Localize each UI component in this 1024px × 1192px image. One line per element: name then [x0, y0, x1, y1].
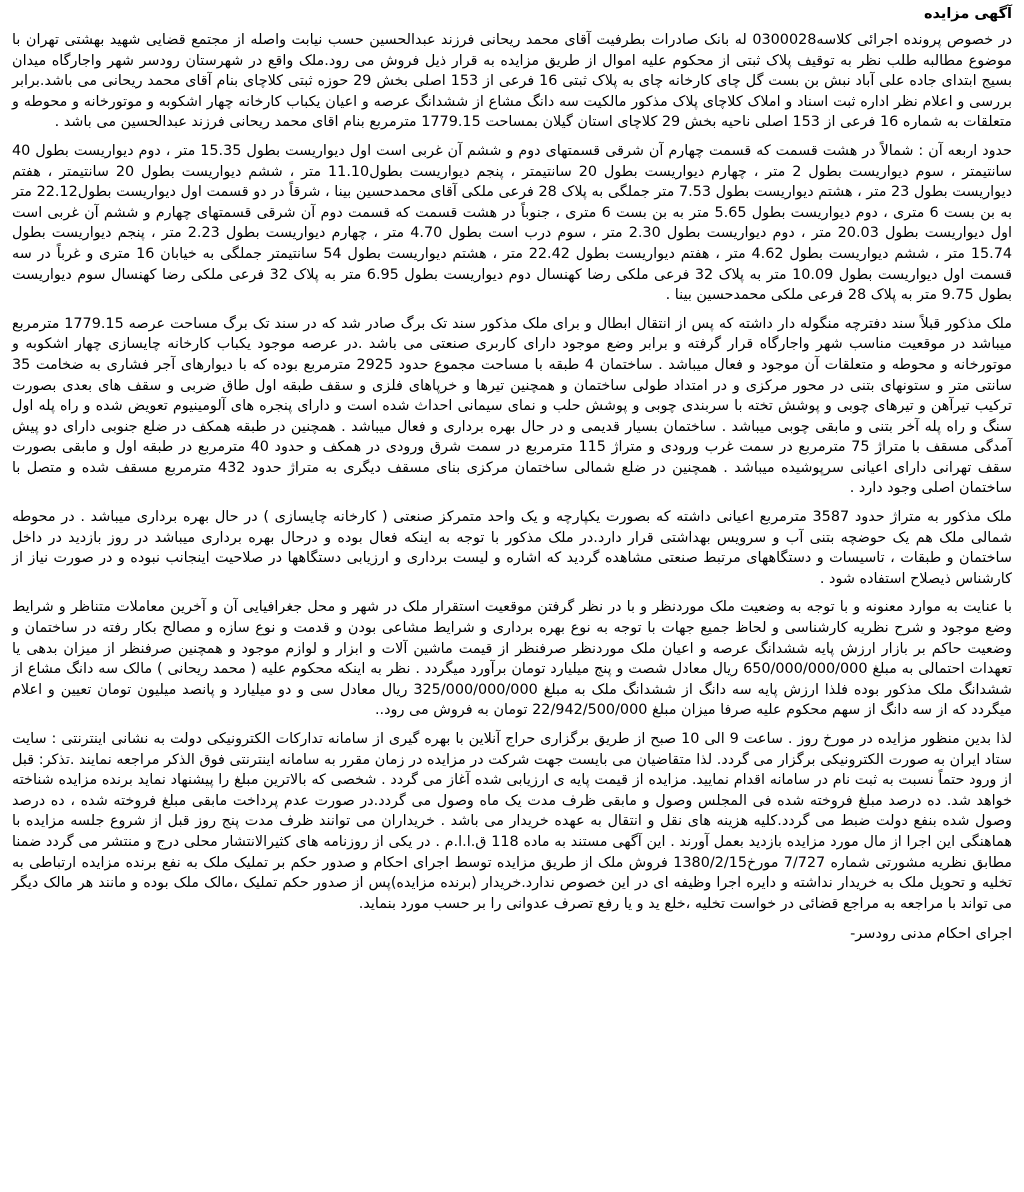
issuer-signature: اجرای احکام مدنی رودسر- [850, 926, 1012, 943]
notice-title: آگهی مزایده [923, 6, 1012, 22]
paragraph-case-intro: در خصوص پرونده اجرائی کلاسه0300028 له بانک صادرات بطرفیت آقای محمد ریحانی فرزند عبدالحسین حسب نیابت واصله از مجتمع قضایی شهید بهشتی تهران با موضوع مطالبه طلب نظر به توقیف پلاک ثبتی از محکوم علیه اموال از طریق مزایده به قرار ذیل فروش می رود.ملک واقع در شهرستان رودسر شهر واجارگاه میدان بسیج ابتدای جاده علی آباد نبش بن بست گل چای کارخانه چای به پلاک ثبتی 16 فرعی از 153 اصلی بخش 29 حوزه ثبتی کلاچای بنام آقای محمد ریحانی می باشد.برابر بررسی و اعلام نظر اداره ثبت اسناد و املاک کلاچای پلاک مذکور مالکیت سه دانگ مشاع از ششدانگ عرصه و اعیان یکباب کارخانه چهار اشکوبه و موتورخانه و محوطه و متعلقات به شماره 16 فرعی از 153 اصلی ناحیه بخش 29 کلاچای استان گیلان بمساحت 1779.15 مترمربع بنام اقای محمد ریحانی فرزند عبدالحسین می باشد . [12, 32, 1013, 131]
auction-notice [12, 4, 1012, 944]
paragraph-auction-terms: لذا بدین منظور مزایده در مورخ روز . ساعت 9 الی 10 صبح از طریق برگزاری حراج آنلاین با بهره گیری از سامانه تدارکات الکترونیکی دولت به نشانی اینترنتی : سایت ستاد ایران به صورت الکترونیکی برگزار می گردد. لذا متقاضیان می بایست جهت شرکت در مزایده در زمان مقرر به سامانه اینترنتی فوق الذکر مراجعه نمایند .تذکر: قبل از ورود حتماً نسبت به ثبت نام در سامانه اقدام نمایید. مزایده از قیمت پایه ی ارزیابی شده آغاز می گردد . شخصی که بالاترین مبلغ را پیشنهاد نماید برنده مزایده شناخته خواهد شد. ده درصد مبلغ فروخته شده فی المجلس وصول و مابقی ظرف مدت یک ماه وصول می گردد.در صورت عدم پرداخت مابقی مبلغ فروخته شده ، ده درصد وصول شده بنفع دولت ضبط می گردد.کلیه هزینه های نقل و انتقال به عهده خریدار می باشد . خریداران می توانند ظرف مدت پنج روز قبل از شروع جلسه مزایده با هماهنگی این اجرا از مال مورد مزایده بازدید بعمل آورند . این آگهی مستند به ماده 118 ق.ا.ا.م . در یکی از روزنامه های کثیرالانتشار محلی درج و منتشر می گردد ضمنا مطابق نظریه مشورتی شماره 7/727 مورخ1380/2/15 فروش ملک از طریق مزایده توسط اجرای احکام و صدور حکم بر تملیک ملک به نفع برنده مزایده ارتباطی به تخلیه و تحویل ملک به خریدار نداشته و دایره اجرا وظیفه ای در این خصوص ندارد.خریدار (برنده مزایده)پس از صدور حکم تملیک ،مالک ملک بوده و مانند هر مالک دیگر می تواند با مراجعه به مراجع قضائی در خواست تخلیه ،خلع ید و یا رفع تصرف عدوانی را بر حسب مورد بنماید. [12, 731, 1013, 912]
paragraph-property-description: ملک مذکور قبلاً سند دفترچه منگوله دار داشته که پس از انتقال ابطال و برای ملک مذکور سند تک برگ صادر شد که در سند تک برگ مساحت عرصه 1779.15 مترمربع میباشد در موقعیت مناسب شهر واجارگاه قرار گرفته و برابر وضع موجود دارای کاربری صنعتی می باشد .در عرصه موجود یکباب کارخانه چایسازی چهار اشکوبه و موتورخانه و محوطه و متعلقات آن موجود و فعال میباشد . ساختمان 4 طبقه با مساحت مجموع حدود 2925 مترمربع بوده که با دیوارهای آجر فشاری به ضخامت 35 سانتی متر و ستونهای بتنی در محور مرکزی و در امتداد طولی ساختمان و همچنین تیرها و خرپاهای فلزی و سقف طبقه اول طاق ضربی و سقف های بعدی بصورت ترکیب تیرآهن و تیرهای چوبی و پوشش تخته با سربندی چوبی و پوشش حلب و نمای سیمانی احداث شده است و دارای پنجره های آلومینیوم تعویض شده و راه پله اول سنگ و راه پله آخر بتنی و مابقی چوبی میباشد . ساختمان بسیار قدیمی و در حال بهره برداری و فعال میباشد . همچنین در طبقه همکف در ضلع جنوبی دارای دو پیش آمدگی مسقف با متراژ 75 مترمربع در سمت غرب ورودی و متراژ 115 مترمربع در سمت شرق ورودی در همکف و حدود 40 مترمربع در طبقه اول و مابقی بصورت سقف تهرانی دارای اعیانی سرپوشیده میباشد . همچنین در ضلع شمالی ساختمان مرکزی بنای مسقف دیگری به متراژ حدود 432 مترمربع مسقف شده و متصل با ساختمان اصلی وجود دارد . [12, 315, 1012, 497]
paragraph-building-area: ملک مذکور به متراژ حدود 3587 مترمربع اعیانی داشته که بصورت یکپارچه و یک واحد متمرکز صنعتی ( کارخانه چایسازی ) در حال بهره برداری میباشد . در محوطه شمالی ملک هم یک حوضچه بتنی آب و سرویس بهداشتی قرار دارد.در ملک مذکور با توجه به اینکه فعال بوده و درحال بهره برداری میباشد در روز بازدید در داخل ساختمان و طبقات ، تاسیسات و دستگاههای مرتبط صنعتی مشاهده گردید که اشاره و لیست برداری و ارزیابی دستگاهها در صلاحیت اینجانب نبوده و در صورت نیاز از کارشناس ذیصلاح استفاده شود . [12, 509, 1012, 587]
paragraph-valuation: با عنایت به موارد معنونه و با توجه به وضعیت ملک موردنظر و با در نظر گرفتن موقعیت استقرار ملک در شهر و محل جغرافیایی آن و آخرین معاملات متناظر و شرایط وضع موجود و شرح نظریه کارشناسی و لحاظ جمیع جهات با توجه به نوع بهره برداری و شرایط مشاعی بودن و قدمت و نوع سازه و مصالح بکار رفته در ساختمان و وضعیت حاکم بر بازار ارزش پایه ششدانگ عرصه و اعیان ملک موردنظر صرفنظر از قیمت ماشین آلات و ابزار و لوازم موجود و همچنین صرفنظر از میزان بدهی یا تعهدات احتمالی به مبلغ 650/000/000/000 ریال معادل شصت و پنج میلیارد تومان برآورد میگردد . نظر به اینکه محکوم علیه ( محمد ریحانی ) مالک سه دانگ مشاع از ششدانگ ملک مذکور بوده فلذا ارزش پایه سه دانگ از ششدانگ ملک به مبلغ 325/000/000/000 ریال معادل سی و دو میلیارد و پانصد میلیون تومان تعیین و اعلام میگردد که از سه دانگ از سهم محکوم علیه صرفا میزان مبلغ 22/942/500/000 تومان به فروش می رود.. [12, 599, 1012, 719]
paragraph-boundaries: حدود اربعه آن : شمالاً در هشت قسمت که قسمت چهارم آن شرقی قسمتهای دوم و ششم آن غربی است اول دیواریست بطول 15.35 متر ، دوم دیواریست بطول 40 سانتیمتر ، سوم دیواریست بطول 2 متر ، چهارم دیواریست بطول 20 سانتیمتر ، پنجم دیواریست بطول11.10 متر ، ششم دیواریست بطول 20 سانتیمتر ، هفتم دیواریست بطول 23 متر ، هشتم دیواریست بطول 7.53 متر جملگی به پلاک 28 فرعی ملکی آقای محمدحسین بینا ، شرقاً در دو قسمت اول دیواریست بطول22.12 متر به بن بست 6 متری ، دوم دیواریست بطول 5.65 متر به بن بست 6 متری ، جنوباً در هشت قسمت که قسمت دوم آن شرقی قسمتهای چهارم و ششم آن غربی است اول دیواریست بطول 20.03 متر ، دوم دیواریست بطول 2.30 متر ، سوم درب است بطول 4.70 متر ، چهارم دیواریست بطول 2.23 متر ، پنجم دیواریست بطول 15.74 متر ، ششم دیواریست بطول 4.62 متر ، هفتم دیواریست بطول 22.42 متر ، هشتم دیواریست بطول 54 سانتیمتر جملگی به خیابان 16 متری و غرباً در سه قسمت اول دیواریست بطول 10.09 متر به پلاک 32 فرعی ملکی رضا کهنسال دوم دیواریست بطول 6.95 متر به پلاک 32 فرعی ملکی رضا کهنسال سوم دیواریست بطول 9.75 متر به پلاک 28 فرعی ملکی محمدحسین بینا . [12, 142, 1013, 304]
